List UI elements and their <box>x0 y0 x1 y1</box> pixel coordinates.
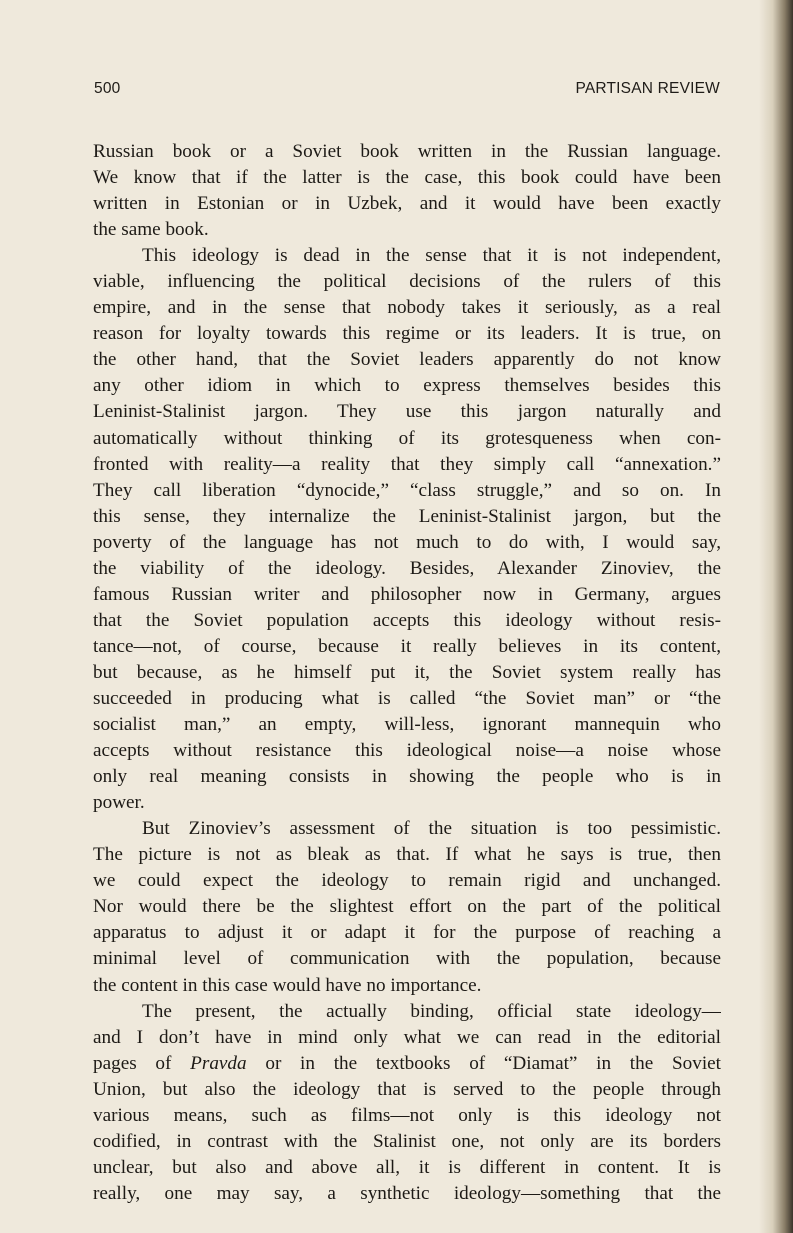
text-line: power. <box>93 792 145 814</box>
text-line: really, one may say, a synthetic ideology—something that the <box>93 1182 721 1204</box>
text-line: Russian book or a Soviet book written in the Russian language. <box>93 141 721 162</box>
text-line: The present, the actually binding, official state ideology— <box>142 1000 721 1022</box>
text-line: Nor would there be the slightest effort on the part of the political <box>93 896 721 918</box>
page-binding-edge <box>759 0 793 1233</box>
text-line: and I don’t have in mind only what we can read in the editorial <box>93 1026 721 1048</box>
text-line: codified, in contrast with the Stalinist one, not only are its borders <box>93 1130 721 1152</box>
text-line: unclear, but also and above all, it is different in content. It is <box>93 1156 721 1178</box>
text-line: accepts without resistance this ideological noise—a noise whose <box>93 740 721 762</box>
text-line: automatically without thinking of its grotesqueness when con- <box>93 427 721 449</box>
text-line: written in Estonian or in Uzbek, and it would have been exactly <box>93 193 721 215</box>
paragraph <box>93 139 721 243</box>
text-line: but because, as he himself put it, the Soviet system really has <box>93 661 721 683</box>
text-line: viable, influencing the political decisions of the rulers of this <box>93 271 721 293</box>
text-line: any other idiom in which to express themselves besides this <box>93 375 721 397</box>
journal-title: PARTISAN REVIEW <box>575 80 720 97</box>
text-line: the viability of the ideology. Besides, Alexander Zinoviev, the <box>93 557 721 579</box>
text-line: We know that if the latter is the case, this book could have been <box>93 167 721 189</box>
text-line: minimal level of communication with the population, because <box>93 948 721 970</box>
text-line: The picture is not as bleak as that. If what he says is true, then <box>93 844 721 866</box>
text-line: This ideology is dead in the sense that it is not independent, <box>142 245 721 267</box>
paragraph <box>93 816 721 998</box>
text-line: They call liberation “dynocide,” “class struggle,” and so on. In <box>93 479 721 501</box>
text-line: famous Russian writer and philosopher now in Germany, argues <box>93 583 721 605</box>
text-line: succeeded in producing what is called “the Soviet man” or “the <box>93 687 721 709</box>
text-line: Leninist-Stalinist jargon. They use this jargon naturally and <box>93 401 721 423</box>
text-line: that the Soviet population accepts this ideology without resis- <box>93 609 721 631</box>
text-line: the other hand, that the Soviet leaders apparently do not know <box>93 349 721 371</box>
text-line: pages of Pravda or in the textbooks of “Diamat” in the Soviet <box>93 1052 721 1074</box>
text-line: various means, such as films—not only is this ideology not <box>93 1104 721 1126</box>
text-line: But Zinoviev’s assessment of the situation is too pessimistic. <box>142 818 721 840</box>
text-line: tance—not, of course, because it really believes in its content, <box>93 635 721 657</box>
text-line: empire, and in the sense that nobody takes it seriously, as a real <box>93 297 721 319</box>
text-line: we could expect the ideology to remain rigid and unchanged. <box>93 870 721 892</box>
text-line: Union, but also the ideology that is served to the people through <box>93 1078 721 1100</box>
text-line: fronted with reality—a reality that they simply call “annexation.” <box>93 453 721 475</box>
text-line: this sense, they internalize the Leninist-Stalinist jargon, but the <box>93 505 721 527</box>
text-line: apparatus to adjust it or adapt it for the purpose of reaching a <box>93 922 721 944</box>
paragraph <box>93 999 721 1207</box>
text-line: the content in this case would have no importance. <box>93 974 482 996</box>
italic-title: Pravda <box>190 1052 247 1074</box>
text-line: reason for loyalty towards this regime or its leaders. It is true, on <box>93 323 721 345</box>
body-text <box>93 139 721 1207</box>
text-line: the same book. <box>93 219 209 241</box>
text-line: only real meaning consists in showing the people who is in <box>93 766 721 788</box>
text-line: poverty of the language has not much to do with, I would say, <box>93 531 721 553</box>
paragraph <box>93 243 721 816</box>
page-number: 500 <box>94 80 121 97</box>
text-line: socialist man,” an empty, will-less, ignorant mannequin who <box>93 714 721 736</box>
running-head <box>94 80 720 102</box>
